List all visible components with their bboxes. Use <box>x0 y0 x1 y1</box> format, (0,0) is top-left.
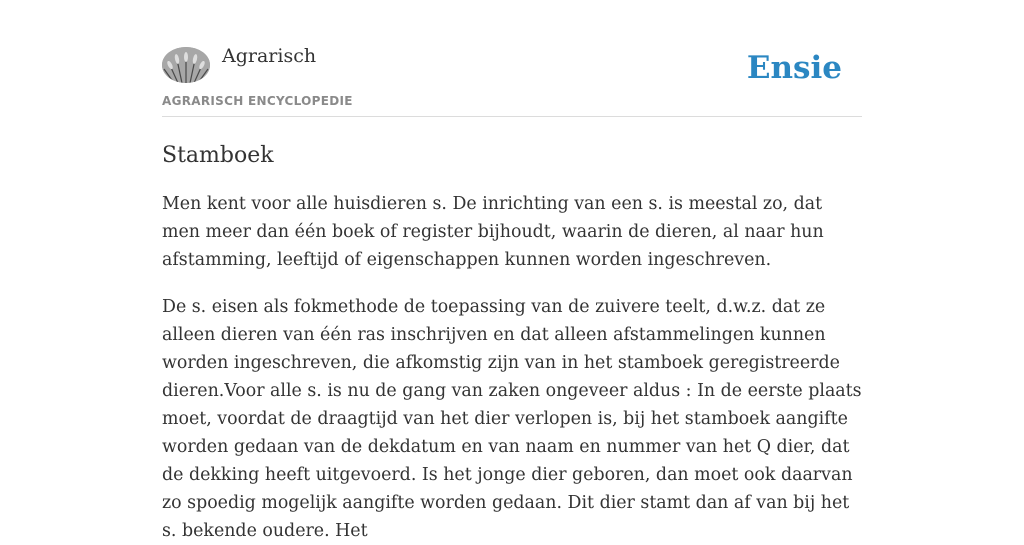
book-caption: AGRARISCH ENCYCLOPEDIE <box>162 94 353 108</box>
article-title: Stamboek <box>162 143 274 168</box>
article-paragraph: De s. eisen als fokmethode de toepassing van de zuivere teelt, d.w.z. dat ze alleen dieren van één ras inschrijven en dat alleen afstammelingen kunnen worden ingeschreven, die afkomstig zijn van in het stamboek geregistreerde dieren.Voor alle s. is nu de gang van zaken ongeveer aldus : In de eerste plaats moet, voordat de draagtijd van het dier verlopen is, bij het stamboek aangifte worden gedaan van de dekdatum en van naam en nummer van het Q dier, dat de dekking heeft uitgevoerd. Is het jonge dier geboren, dan moet ook daarvan zo spoedig mogelijk aangifte worden gedaan. Dit dier stamt dan af van bij het s. bekende oudere. Het <box>162 297 862 541</box>
wheat-icon[interactable] <box>162 47 210 83</box>
ensie-logo-link[interactable]: Ensie <box>746 50 842 86</box>
site-header <box>162 0 862 117</box>
page <box>162 0 862 545</box>
article-paragraph: Men kent voor alle huisdieren s. De inrichting van een s. is meestal zo, dat men meer dan één boek of register bijhoudt, waarin de dieren, al naar hun afstamming, leeftijd of eigenschappen kunnen worden ingeschreven. <box>162 194 824 270</box>
book-name[interactable]: Agrarisch <box>222 45 317 67</box>
